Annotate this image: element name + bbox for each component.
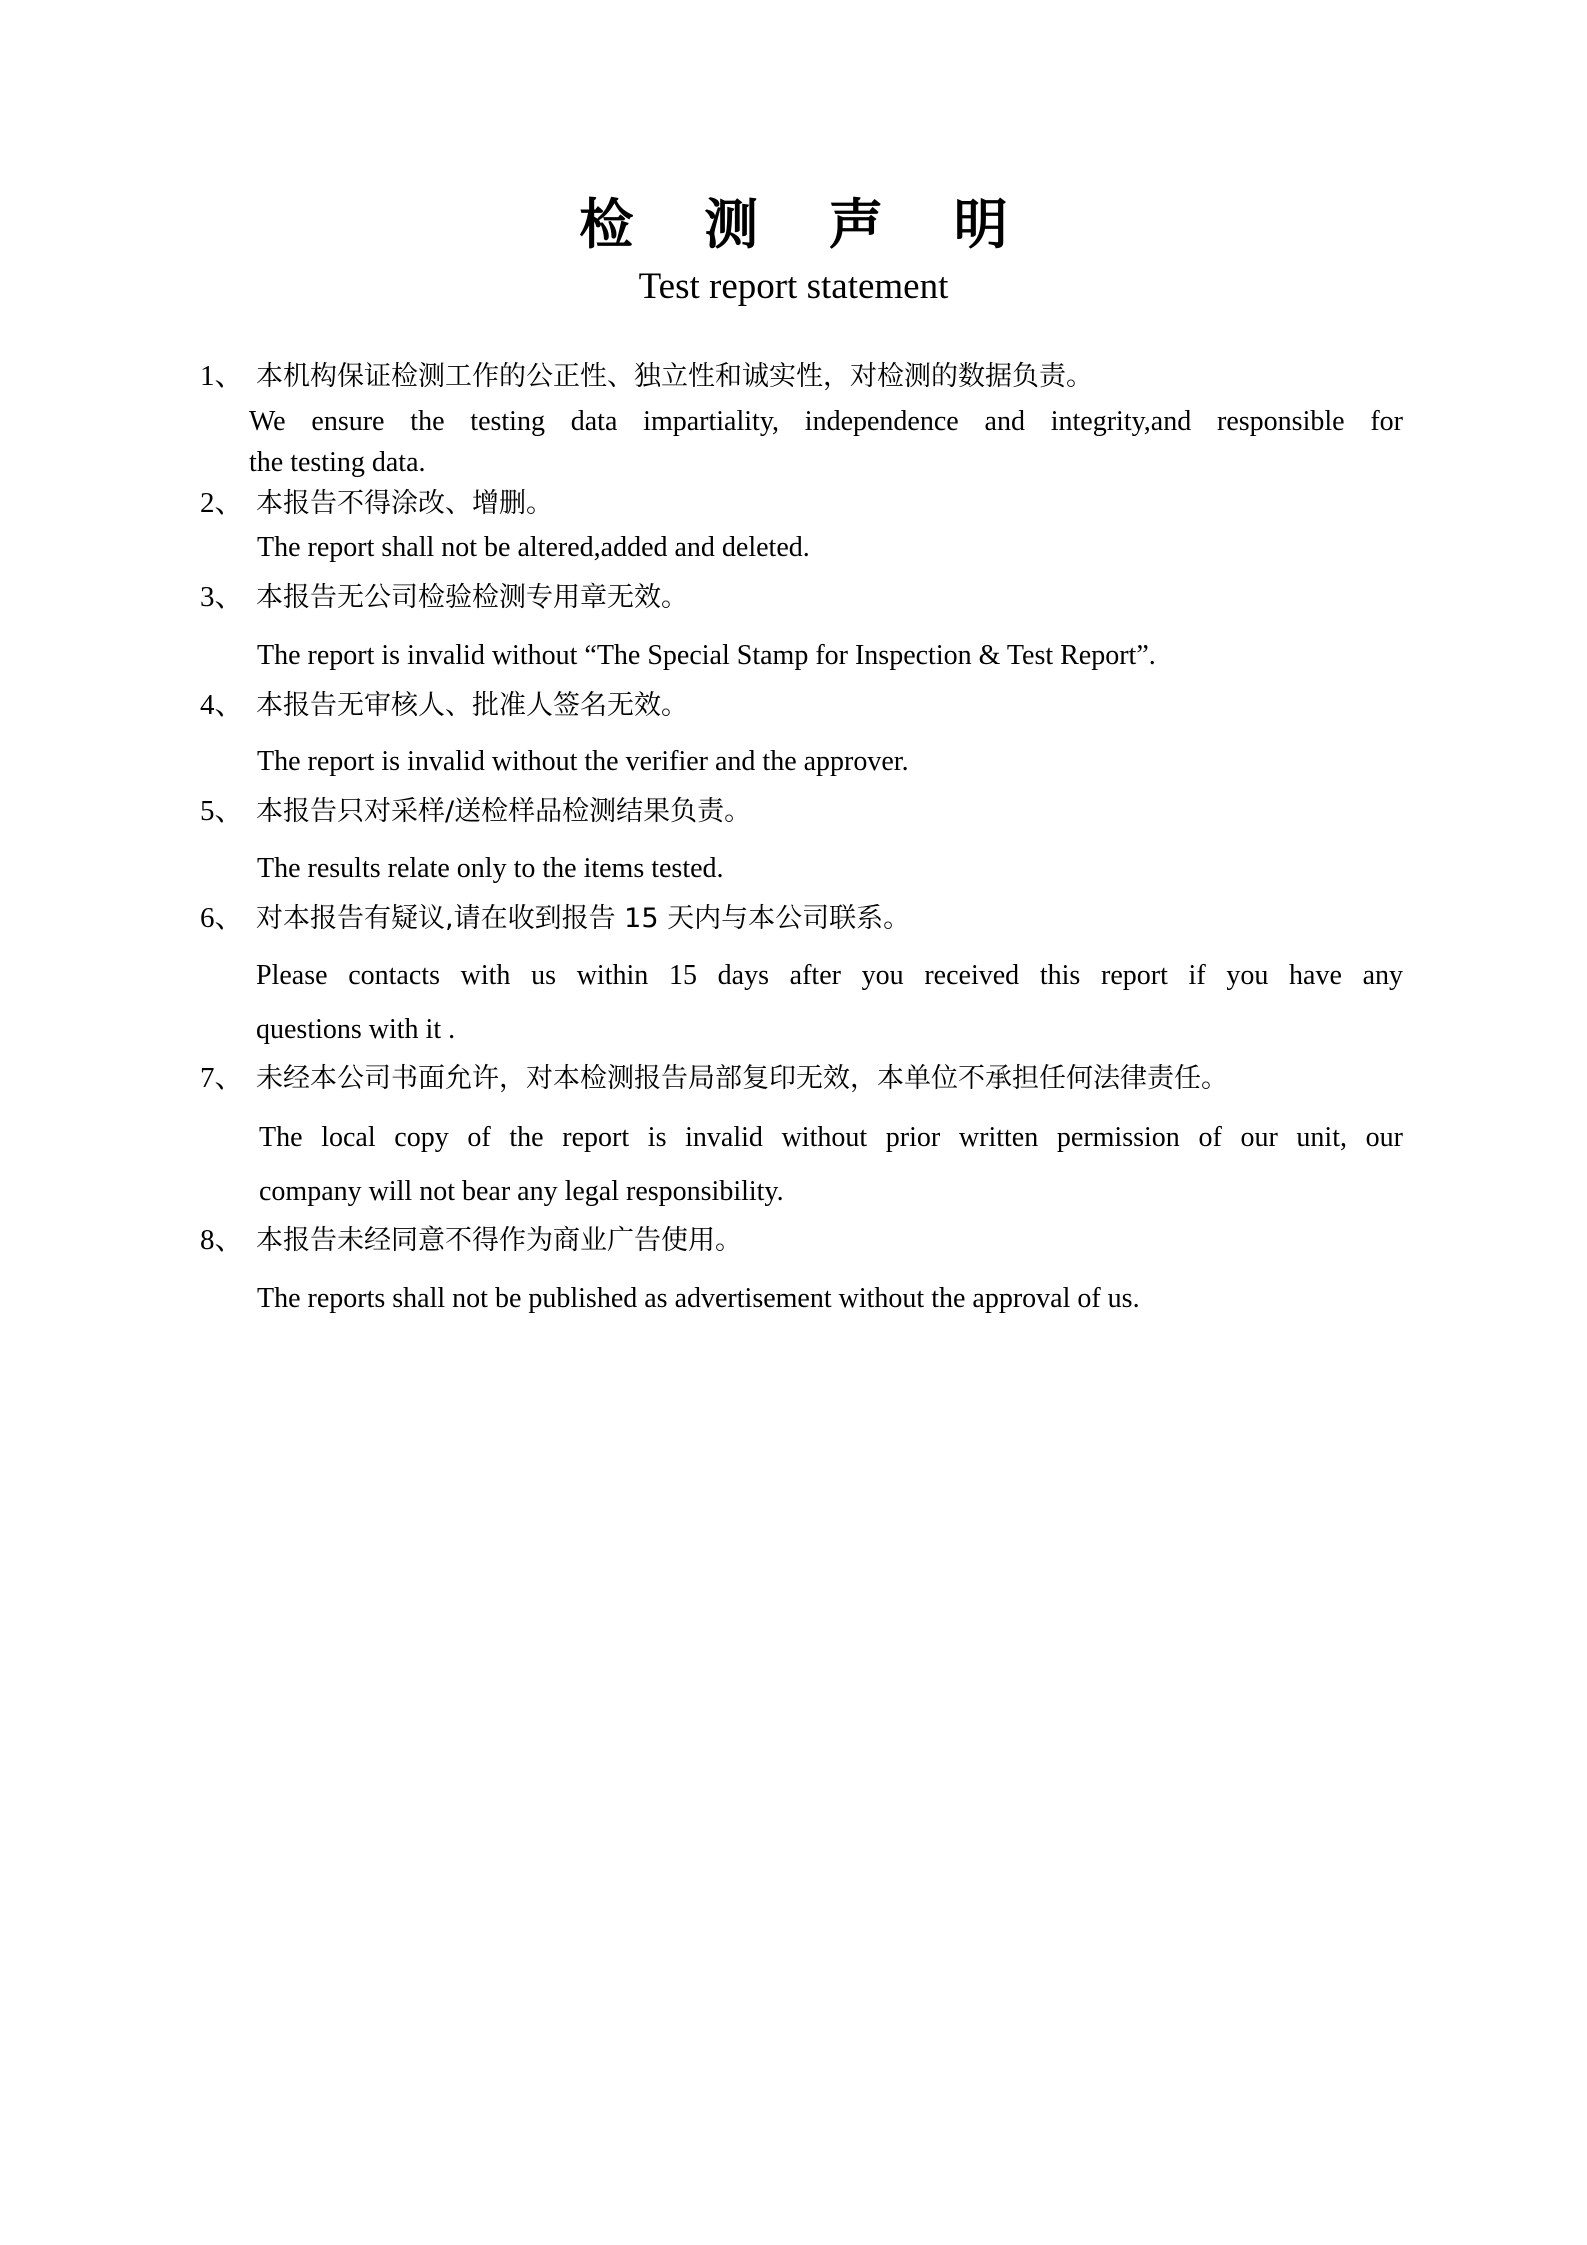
item-text-cn: 本报告无公司检验检测专用章无效。 [256,582,688,613]
item-text-cn: 对本报告有疑议,请在收到报告 15 天内与本公司联系。 [256,903,911,934]
item-5-en-line-1: The results relate only to the items tested. [257,853,724,884]
item-7-cn [200,1064,1228,1093]
item-number: 7、 [200,1062,244,1094]
item-number: 6、 [200,902,244,934]
statement-title-en: Test report statement [638,266,949,307]
item-number: 1、 [200,360,244,392]
item-2-en-line-1: The report shall not be altered,added and deleted. [257,532,810,563]
item-7-en-line-1: The local copy of the report is invalid without prior written permission of our unit, our [259,1122,1403,1153]
item-3-cn [200,583,688,612]
item-1-en-line-2: the testing data. [249,447,426,478]
item-3-en-line-1: The report is invalid without “The Special Stamp for Inspection & Test Report”. [257,640,1156,671]
item-1-cn [200,362,1093,391]
item-text-cn: 未经本公司书面允许，对本检测报告局部复印无效，本单位不承担任何法律责任。 [256,1063,1228,1094]
item-text-cn: 本机构保证检测工作的公正性、独立性和诚实性，对检测的数据负责。 [256,361,1093,392]
item-4-en-line-1: The report is invalid without the verifier and the approver. [257,746,909,777]
item-number: 3、 [200,581,244,613]
item-text-cn: 本报告不得涂改、增删。 [256,488,553,519]
item-6-en-line-1: Please contacts with us within 15 days after you received this report if you have any [256,960,1403,991]
item-6-en-line-2: questions with it . [256,1014,456,1045]
item-4-cn [200,691,688,720]
item-number: 5、 [200,795,244,827]
item-number: 2、 [200,487,244,519]
item-8-en-line-1: The reports shall not be published as advertisement without the approval of us. [257,1283,1140,1314]
item-number: 4、 [200,689,244,721]
item-8-cn [200,1226,742,1255]
item-text-cn: 本报告未经同意不得作为商业广告使用。 [256,1225,742,1256]
item-number: 8、 [200,1224,244,1256]
item-text-cn: 本报告无审核人、批准人签名无效。 [256,690,688,721]
item-5-cn [200,797,751,826]
item-text-cn: 本报告只对采样/送检样品检测结果负责。 [256,796,752,827]
statement-title-cn: 检 测 声 明 [579,193,1034,256]
item-7-en-line-2: company will not bear any legal responsibility. [259,1176,784,1207]
item-2-cn [200,489,553,518]
item-6-cn [200,904,910,933]
item-1-en-line-1: We ensure the testing data impartiality, independence and integrity,and responsible for [249,406,1403,437]
